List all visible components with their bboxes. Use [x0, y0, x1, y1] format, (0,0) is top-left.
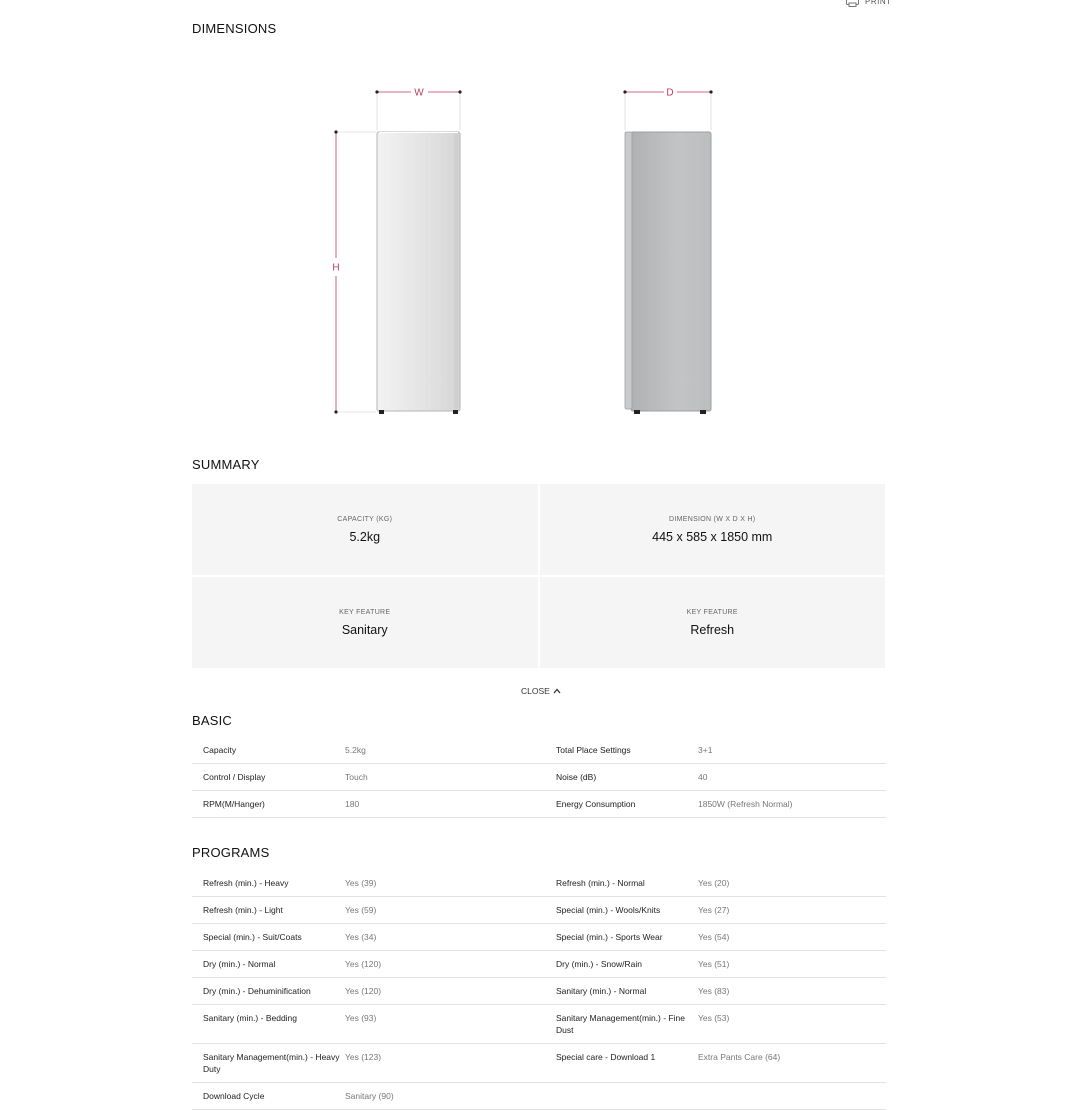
dimensions-title: DIMENSIONS	[192, 21, 277, 36]
basic-spec-table	[192, 737, 886, 818]
programs-title: PROGRAMS	[192, 845, 270, 860]
table-row	[192, 978, 886, 1005]
summary-card-label: DIMENSION (W X D X H)	[669, 515, 756, 523]
dimension-drawing	[320, 80, 740, 425]
spec-key: Dry (min.) - Normal	[192, 951, 345, 978]
spec-value: Yes (51)	[698, 951, 886, 978]
programs-spec-table	[192, 870, 886, 1110]
summary-card-key-feature-2	[540, 577, 886, 668]
depth-label: D	[666, 87, 674, 99]
table-row	[192, 924, 886, 951]
table-row	[192, 737, 886, 764]
table-row	[192, 764, 886, 791]
chevron-up-icon	[553, 686, 561, 696]
spec-key: Energy Consumption	[545, 791, 698, 818]
close-label: CLOSE	[521, 686, 550, 696]
spec-key: Special (min.) - Sports Wear	[545, 924, 698, 951]
spec-key: Refresh (min.) - Light	[192, 897, 345, 924]
spec-key: Dry (min.) - Snow/Rain	[545, 951, 698, 978]
print-button[interactable]	[846, 0, 892, 7]
summary-card-value: 5.2kg	[349, 529, 381, 544]
spec-key	[545, 1083, 698, 1110]
spec-value: 180	[345, 791, 545, 818]
spec-value: Yes (59)	[345, 897, 545, 924]
spec-value: Yes (83)	[698, 978, 886, 1005]
table-row	[192, 870, 886, 897]
table-row	[192, 1044, 886, 1083]
front-view-cabinet	[377, 132, 460, 414]
spec-value: 40	[698, 764, 886, 791]
spec-value: 3+1	[698, 737, 886, 764]
spec-key: Special (min.) - Suit/Coats	[192, 924, 345, 951]
table-row	[192, 897, 886, 924]
spec-value: Yes (120)	[345, 978, 545, 1005]
spec-value: Sanitary (90)	[345, 1083, 545, 1110]
spec-value: 5.2kg	[345, 737, 545, 764]
summary-card-key-feature-1	[192, 577, 538, 668]
spec-value: Yes (53)	[698, 1005, 886, 1044]
spec-key: Total Place Settings	[545, 737, 698, 764]
spec-key: RPM(M/Hanger)	[192, 791, 345, 818]
spec-value: Yes (27)	[698, 897, 886, 924]
width-label: W	[414, 87, 424, 99]
print-label: PRINT	[865, 0, 892, 6]
spec-key: Noise (dB)	[545, 764, 698, 791]
spec-key: Download Cycle	[192, 1083, 345, 1110]
table-row	[192, 951, 886, 978]
spec-key: Control / Display	[192, 764, 345, 791]
depth-dimension	[623, 88, 712, 131]
table-row	[192, 791, 886, 818]
summary-title: SUMMARY	[192, 457, 260, 472]
spec-value: Yes (20)	[698, 870, 886, 897]
spec-value: Yes (120)	[345, 951, 545, 978]
spec-key: Special care - Download 1	[545, 1044, 698, 1083]
spec-value: Yes (93)	[345, 1005, 545, 1044]
height-label: H	[332, 262, 340, 274]
summary-card-dimension	[540, 484, 886, 575]
spec-key: Sanitary (min.) - Bedding	[192, 1005, 345, 1044]
summary-card-value: Sanitary	[341, 622, 388, 637]
spec-key: Sanitary Management(min.) - Fine Dust	[545, 1005, 698, 1044]
width-dimension	[375, 88, 461, 131]
spec-value: 1850W (Refresh Normal)	[698, 791, 886, 818]
height-dimension	[332, 130, 376, 413]
spec-value: Yes (54)	[698, 924, 886, 951]
spec-value: Touch	[345, 764, 545, 791]
spec-key: Special (min.) - Wools/Knits	[545, 897, 698, 924]
spec-value	[698, 1083, 886, 1110]
close-summary-button[interactable]	[521, 686, 561, 696]
summary-card-label: KEY FEATURE	[686, 608, 738, 616]
spec-value: Yes (39)	[345, 870, 545, 897]
spec-key: Refresh (min.) - Normal	[545, 870, 698, 897]
table-row	[192, 1083, 886, 1110]
spec-key: Dry (min.) - Dehuminification	[192, 978, 345, 1005]
spec-value: Extra Pants Care (64)	[698, 1044, 886, 1083]
spec-key: Capacity	[192, 737, 345, 764]
spec-key: Sanitary Management(min.) - Heavy Duty	[192, 1044, 345, 1083]
basic-title: BASIC	[192, 713, 233, 728]
side-view-cabinet	[625, 132, 711, 414]
summary-card-label: KEY FEATURE	[339, 608, 391, 616]
summary-card-value: 445 x 585 x 1850 mm	[652, 529, 773, 544]
spec-value: Yes (34)	[345, 924, 545, 951]
summary-card-capacity	[192, 484, 538, 575]
spec-value: Yes (123)	[345, 1044, 545, 1083]
table-row	[192, 1005, 886, 1044]
summary-card-value: Refresh	[690, 622, 735, 637]
printer-icon	[846, 0, 859, 7]
spec-key: Refresh (min.) - Heavy	[192, 870, 345, 897]
summary-grid	[192, 484, 885, 668]
summary-card-label: CAPACITY (KG)	[337, 515, 393, 523]
spec-key: Sanitary (min.) - Normal	[545, 978, 698, 1005]
